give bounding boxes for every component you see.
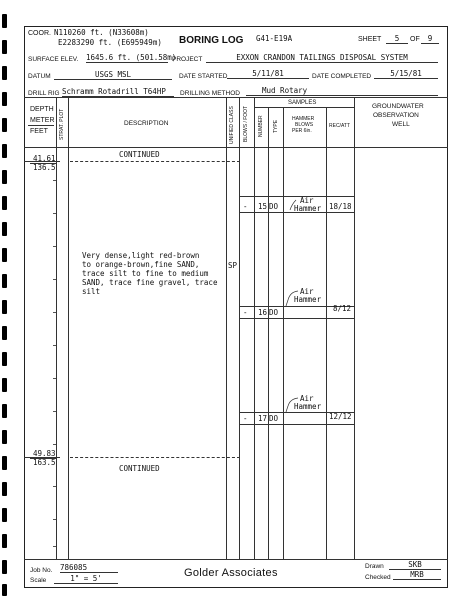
drill-rig-label: DRILL RIG (28, 90, 60, 97)
hammer-leader-lines (280, 180, 330, 420)
sample-hammer-2: Hammer (294, 402, 322, 411)
col-blows-label: BLOWS (295, 122, 314, 128)
coor-label: COOR. (28, 30, 51, 37)
col-per6in-label: PER 6in. (292, 128, 312, 134)
checked-value: MRB (393, 571, 441, 580)
scale-label: Scale (30, 577, 47, 584)
col-line-rec (354, 97, 355, 559)
depth-tick (53, 444, 56, 445)
col-line-strat (68, 97, 69, 559)
drilling-method-label: DRILLING METHOD (180, 90, 240, 97)
sample-number: 16 (258, 308, 268, 317)
samples-subheader-line (254, 107, 354, 108)
table-header-bottom-line (24, 147, 448, 148)
col-line-blows (254, 97, 255, 559)
binder-mark (2, 378, 7, 392)
depth-tick (53, 180, 56, 181)
sample-blows: - (243, 414, 248, 423)
col-line-number (268, 107, 269, 559)
sample-hammer-2: Hammer (294, 204, 322, 213)
date-started-value: 5/11/81 (227, 70, 309, 79)
sample-hammer-1: Air (300, 287, 314, 296)
depth-tick (53, 312, 56, 313)
binder-mark (2, 14, 7, 28)
col-type-label: TYPE (273, 119, 279, 133)
sample-type: DO (269, 414, 279, 423)
surface-elev-label: SURFACE ELEV. (28, 56, 79, 63)
col-observation-label: OBSERVATION (373, 112, 419, 119)
sample-recovery: 8/12 (333, 304, 352, 313)
binder-mark (2, 584, 7, 596)
bottom-continued-label: CONTINUED (119, 464, 160, 473)
description-line: trace silt to fine to medium (82, 269, 209, 278)
sheet-total: 9 (421, 35, 439, 44)
leader-line (290, 200, 296, 210)
binder-mark (2, 92, 7, 106)
bottom-contact-line (24, 457, 60, 458)
binder-mark (2, 118, 7, 132)
top-depth-feet: 136.5 (33, 163, 56, 172)
depth-divider (28, 125, 54, 126)
top-continued-dash (70, 161, 240, 162)
col-groundwater-label: GROUNDWATER (372, 103, 424, 110)
job-label: Job No. (30, 567, 53, 574)
leader-line (286, 291, 298, 306)
leader-line (286, 398, 298, 412)
binder-mark (2, 222, 7, 236)
form-title: BORING LOG (179, 35, 244, 46)
binder-mark (2, 40, 7, 54)
sample-hammer-1: Air (300, 394, 314, 403)
col-feet-label: FEET (30, 128, 48, 135)
sample-recovery: 12/12 (329, 412, 352, 421)
col-samples-label: SAMPLES (288, 100, 317, 106)
bottom-continued-dash (70, 457, 240, 458)
depth-tick (53, 279, 56, 280)
of-label: OF (410, 36, 420, 43)
drill-rig-value: Schramm Rotadrill T64HP (62, 88, 174, 97)
col-well-label: WELL (392, 121, 410, 128)
drilling-method-value: Mud Rotary (246, 87, 438, 96)
depth-tick (53, 546, 56, 547)
bottom-depth-feet: 163.5 (33, 458, 56, 467)
sheet-label: SHEET (358, 36, 382, 43)
depth-tick (53, 411, 56, 412)
description-line: Very dense,light red-brown (82, 251, 200, 260)
binder-mark (2, 66, 7, 80)
boring-id: G41-E19A (256, 34, 293, 43)
binder-mark (2, 508, 7, 522)
date-started-label: DATE STARTED (179, 73, 228, 80)
surface-elev-value: 1645.6 ft. (501.58m) (86, 53, 177, 62)
drawn-label: Drawn (365, 563, 384, 570)
depth-tick (53, 213, 56, 214)
binder-mark (2, 404, 7, 418)
binder-mark (2, 560, 7, 574)
col-depth-label: DEPTH (30, 106, 54, 113)
sample-number: 15 (258, 202, 268, 211)
depth-tick (53, 519, 56, 520)
col-unified-class-label: UNIFIED CLASS (229, 106, 235, 144)
sample-hammer-1: Air (300, 196, 314, 205)
col-strat-plot-label: STRAT. PLOT (59, 108, 65, 140)
sample-number: 17 (258, 414, 268, 423)
depth-tick (53, 246, 56, 247)
project-value: EXXON CRANDON TAILINGS DISPOSAL SYSTEM (206, 54, 438, 63)
sample-type: DO (269, 202, 279, 211)
col-number-label: NUMBER (258, 115, 264, 137)
sample-recovery: 18/18 (329, 202, 352, 211)
binder-mark (2, 274, 7, 288)
binder-mark (2, 144, 7, 158)
depth-tick (53, 345, 56, 346)
binder-mark (2, 170, 7, 184)
top-depth-meter: 41.61 (33, 154, 56, 163)
binder-mark (2, 352, 7, 366)
table-header-top-line (24, 97, 448, 98)
scale-value: 1" = 5' (54, 575, 118, 584)
sample-hammer-2: Hammer (294, 295, 322, 304)
sample-blows: - (243, 202, 248, 211)
binder-mark (2, 430, 7, 444)
company-name: Golder Associates (184, 567, 278, 579)
top-continued-label: CONTINUED (119, 150, 160, 159)
col-rec-att-label: REC/ATT (329, 123, 351, 129)
datum-value: USGS MSL (54, 71, 172, 80)
depth-tick (53, 486, 56, 487)
col-hammer-label: HAMMER (292, 116, 315, 122)
sample-bottom-line (239, 424, 354, 425)
footer-top-line (24, 559, 448, 560)
description-line: SAND, trace fine gravel, trace (82, 278, 218, 287)
description-line: to orange-brown,fine SAND, (82, 260, 200, 269)
coor-north: N110260 ft. (N33608m) (54, 28, 149, 37)
col-blows-foot-label: BLOWS / FOOT (243, 105, 249, 142)
drawn-value: SKB (389, 561, 441, 570)
date-completed-value: 5/15/81 (374, 70, 438, 79)
sheet-number: 5 (386, 35, 408, 44)
bottom-depth-meter: 49.83 (33, 449, 56, 458)
col-line-unified (239, 97, 240, 559)
binder-mark (2, 456, 7, 470)
coor-east: E2283290 ft. (E695949m) (58, 38, 162, 47)
sample-type: DO (269, 308, 279, 317)
col-line-depth (56, 97, 57, 559)
description-line: silt (82, 287, 101, 296)
binder-mark (2, 196, 7, 210)
date-completed-label: DATE COMPLETED (312, 73, 372, 80)
top-contact-line (24, 161, 60, 162)
binder-mark (2, 534, 7, 548)
col-meter-label: METER (30, 117, 55, 124)
col-line-description (226, 97, 227, 559)
checked-label: Checked (365, 574, 391, 581)
col-description-label: DESCRIPTION (124, 120, 169, 127)
binder-mark (2, 326, 7, 340)
job-value: 786085 (60, 564, 118, 573)
depth-tick (53, 378, 56, 379)
binder-mark (2, 300, 7, 314)
unified-class-value: SP (228, 261, 238, 270)
project-label: PROJECT (172, 56, 203, 63)
sample-blows: - (243, 308, 248, 317)
binder-mark (2, 248, 7, 262)
datum-label: DATUM (28, 73, 51, 80)
binder-mark (2, 482, 7, 496)
